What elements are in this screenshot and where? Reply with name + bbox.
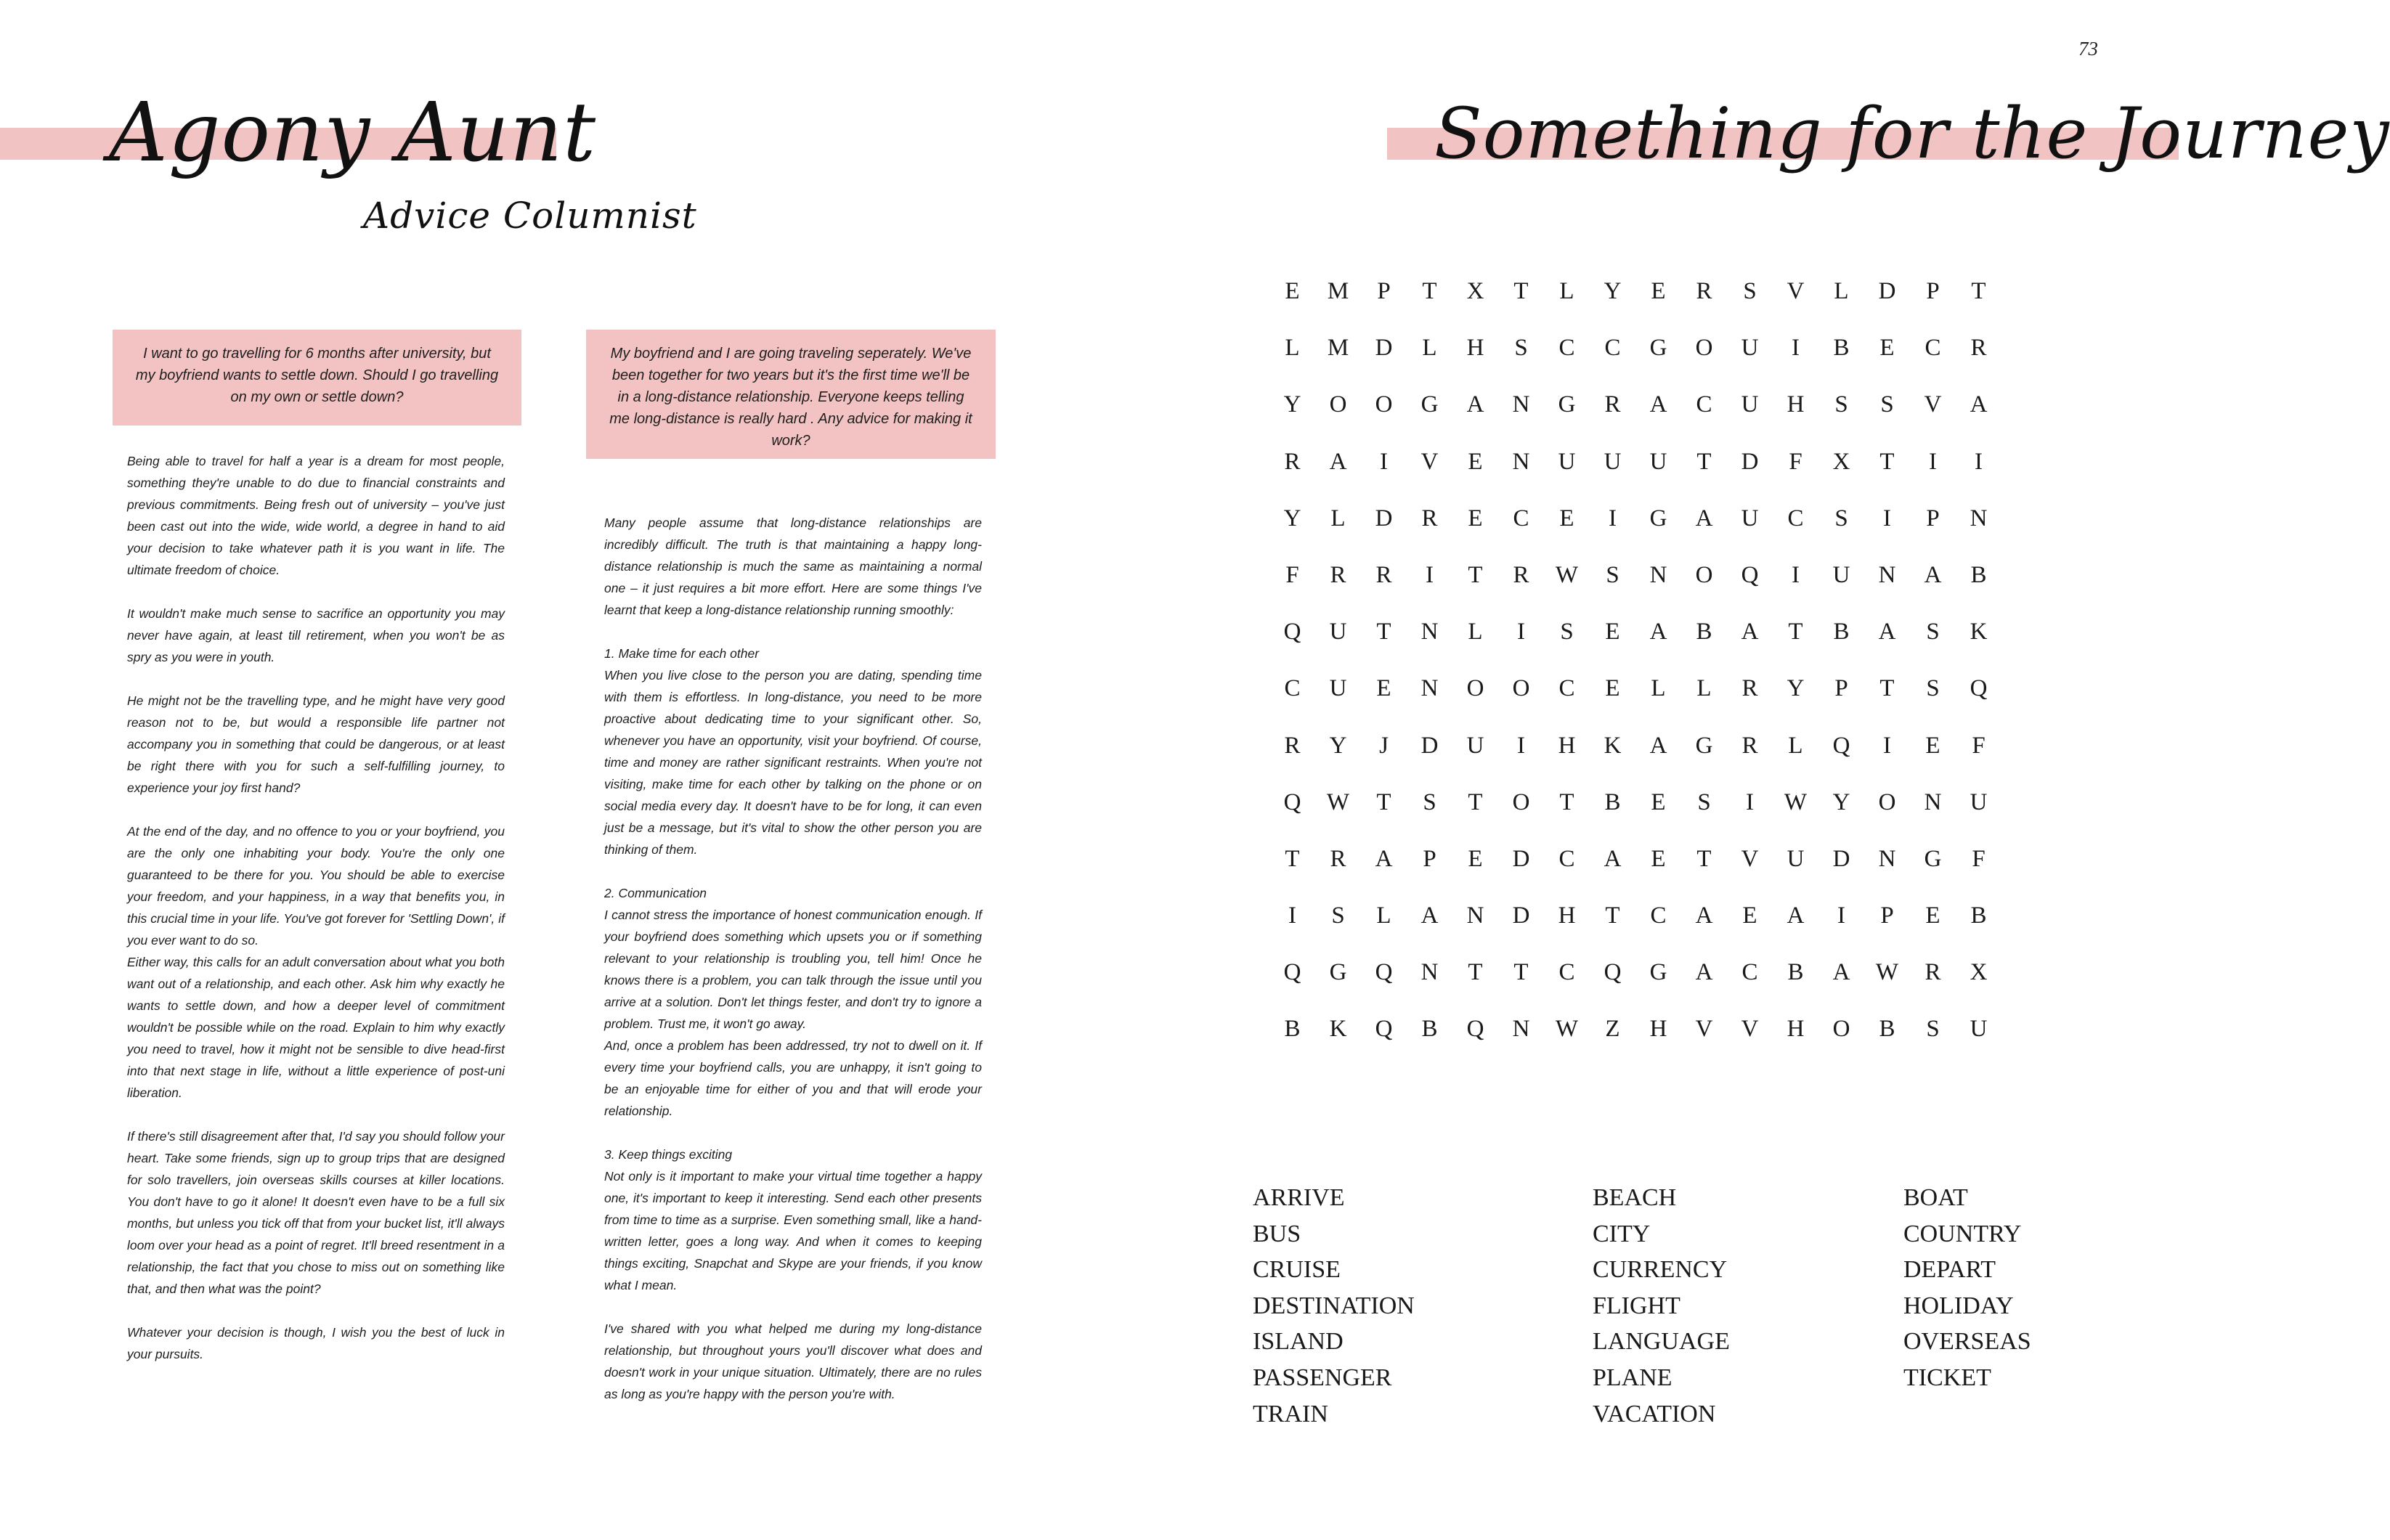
grid-letter: A: [1466, 391, 1484, 418]
grid-letter: E: [1925, 903, 1940, 929]
grid-letter: J: [1379, 732, 1389, 759]
grid-letter: S: [1331, 903, 1345, 929]
answer-1-paragraph: He might not be the travelling type, and he might have very good reason not to be, but would a responsible life partner not accompany you in something that could be dangerous, or at least be right there with you for such a self-fulfilling journey, to experience your joy first hand?: [127, 693, 505, 795]
grid-letter: I: [1837, 903, 1845, 929]
grid-letter: B: [1970, 903, 1987, 929]
grid-letter: I: [1380, 448, 1388, 475]
grid-letter: D: [1375, 505, 1393, 531]
grid-letter: N: [1878, 561, 1896, 588]
grid-letter: F: [1972, 732, 1985, 759]
grid-letter: F: [1789, 448, 1802, 475]
grid-letter: C: [1558, 675, 1575, 702]
grid-letter: A: [1924, 561, 1942, 588]
grid-letter: H: [1787, 391, 1805, 418]
grid-letter: A: [1741, 619, 1759, 645]
grid-letter: I: [1975, 448, 1983, 475]
grid-letter: W: [1875, 959, 1899, 986]
grid-letter: D: [1420, 732, 1439, 759]
grid-letter: I: [1883, 732, 1891, 759]
grid-letter: O: [1466, 675, 1484, 702]
grid-letter: M: [1327, 278, 1349, 304]
grid-letter: Z: [1605, 1016, 1620, 1043]
grid-letter: Q: [1466, 1016, 1484, 1043]
word-list-item: COUNTRY: [1903, 1220, 2022, 1247]
grid-letter: H: [1787, 1016, 1805, 1043]
word-list-item: CITY: [1593, 1220, 1651, 1247]
grid-letter: S: [1606, 561, 1619, 588]
grid-letter: S: [1514, 335, 1528, 362]
word-list-item: CURRENCY: [1593, 1256, 1728, 1284]
grid-letter: T: [1513, 278, 1529, 304]
question-box-2: My boyfriend and I are going traveling seperately. We've been together for two years but it's the first time we'll be in a long-distance relationship. Everyone keeps telling me long-distance is really hard . Any advice for making it work?: [586, 330, 996, 459]
grid-letter: H: [1466, 335, 1484, 362]
grid-letter: S: [1743, 278, 1757, 304]
grid-letter: U: [1741, 391, 1759, 418]
grid-letter: U: [1466, 732, 1484, 759]
grid-letter: W: [1326, 789, 1350, 815]
grid-letter: M: [1327, 335, 1349, 362]
grid-letter: I: [1746, 789, 1754, 815]
grid-letter: E: [1559, 505, 1574, 531]
grid-letter: R: [1970, 335, 1987, 362]
grid-letter: R: [1741, 675, 1758, 702]
grid-letter: F: [1972, 845, 1985, 872]
grid-letter: L: [1559, 278, 1574, 304]
grid-letter: R: [1696, 278, 1712, 304]
grid-letter: N: [1466, 903, 1484, 929]
grid-letter: B: [1833, 335, 1850, 362]
grid-letter: E: [1651, 278, 1666, 304]
grid-letter: S: [1697, 789, 1711, 815]
grid-letter: E: [1468, 505, 1483, 531]
grid-letter: N: [1878, 845, 1896, 872]
grid-letter: N: [1420, 619, 1439, 645]
grid-letter: B: [1284, 1016, 1301, 1043]
grid-letter: S: [1926, 675, 1940, 702]
word-list-item: OVERSEAS: [1903, 1328, 2031, 1356]
grid-letter: T: [1422, 278, 1437, 304]
grid-letter: D: [1512, 903, 1530, 929]
grid-letter: Q: [1970, 675, 1988, 702]
grid-letter: Q: [1604, 959, 1622, 986]
grid-letter: O: [1695, 561, 1713, 588]
grid-letter: N: [1420, 959, 1439, 986]
grid-letter: I: [1517, 619, 1525, 645]
grid-letter: I: [1609, 505, 1617, 531]
grid-letter: X: [1832, 448, 1850, 475]
grid-letter: C: [1284, 675, 1301, 702]
grid-letter: T: [1285, 845, 1300, 872]
grid-letter: D: [1878, 278, 1896, 304]
grid-letter: I: [1517, 732, 1525, 759]
page-number: 73: [2078, 38, 2098, 60]
grid-letter: L: [1468, 619, 1483, 645]
grid-letter: U: [1329, 675, 1347, 702]
grid-letter: B: [1879, 1016, 1895, 1043]
answer-1-paragraph: It wouldn't make much sense to sacrifice an opportunity you may never have again, at least till retirement, when you won't be as spry as you were in youth.: [127, 606, 505, 664]
grid-letter: G: [1924, 845, 1942, 872]
grid-letter: R: [1375, 561, 1392, 588]
word-list-item: PASSENGER: [1253, 1364, 1392, 1391]
grid-letter: C: [1604, 335, 1621, 362]
grid-letter: U: [1970, 1016, 1988, 1043]
answer-1-paragraph: If there's still disagreement after that, I'd say you should follow your heart. Take some friends, sign up to group trips that are designed for solo travellers, join overseas skills courses at killer locations. You don't have to go it alone! It doesn't even have to be a full six months, but unless you tick off that from your bucket list, it'll always loom over your head as a point of regret. It'll breed resentment in a relationship, the fact that you chose to miss out on something like that, and then what was the point?: [127, 1129, 505, 1296]
answer-2-paragraph: Many people assume that long-distance relationships are incredibly difficult. The truth is that maintaining a happy long-distance relationship is much the same as maintaining a normal one – it just requires a bit more effort. Here are some things I've learnt that keep a long-distance relationship running smoothly:: [604, 516, 982, 617]
grid-letter: T: [1696, 448, 1712, 475]
word-list-item: PLANE: [1593, 1364, 1672, 1391]
grid-letter: C: [1513, 505, 1529, 531]
grid-letter: N: [1649, 561, 1667, 588]
grid-letter: Q: [1375, 959, 1393, 986]
answer-2-paragraph: And, once a problem has been addressed, try not to dwell on it. If every time your boyfriend calls, you are unhappy, it isn't going to be an enjoyable time for either of you and that will erode your relationship.: [604, 1038, 982, 1118]
answer-1-paragraph: At the end of the day, and no offence to you or your boyfriend, you are the only one inhabiting your body. You're the only one guaranteed to be there for you. You should be able to exercise your freedom, and your happiness, in a way that benefits you, in this crucial time in your life. You've got forever for 'Settling Down', if you ever want to do so.: [127, 824, 505, 948]
answer-1-paragraph: Being able to travel for half a year is a dream for most people, something they're unable to do due to financial constraints and previous commitments. Being fresh out of university – you've just been cast out into the wide, wide world, a degree in hand to aid your decision to take whatever path it is you want in life. The ultimate freedom of choice.: [127, 454, 505, 577]
word-list-item: CRUISE: [1253, 1256, 1341, 1284]
grid-letter: G: [1649, 505, 1667, 531]
grid-letter: U: [1741, 505, 1759, 531]
grid-letter: C: [1741, 959, 1758, 986]
grid-letter: H: [1558, 732, 1576, 759]
grid-letter: U: [1970, 789, 1988, 815]
grid-letter: L: [1788, 732, 1803, 759]
answer-2-paragraph: I've shared with you what helped me during my long-distance relationship, but throughout yours you'll discover what does and doesn't work in your unique situation. Ultimately, there are no rules as long as you're happy with the person you're with.: [604, 1321, 982, 1401]
grid-letter: A: [1649, 732, 1667, 759]
grid-letter: S: [1926, 619, 1940, 645]
page-title-left: Agony Aunt: [109, 86, 597, 180]
grid-letter: R: [1604, 391, 1621, 418]
grid-letter: Q: [1283, 619, 1301, 645]
grid-letter: N: [1512, 1016, 1530, 1043]
grid-letter: U: [1558, 448, 1576, 475]
grid-letter: Y: [1832, 789, 1850, 815]
grid-letter: A: [1329, 448, 1347, 475]
grid-letter: T: [1468, 959, 1483, 986]
grid-letter: B: [1604, 789, 1621, 815]
page-title-right: Something for the Journey: [1434, 93, 2390, 174]
grid-letter: O: [1695, 335, 1713, 362]
grid-letter: V: [1787, 278, 1805, 304]
grid-letter: A: [1420, 903, 1439, 929]
word-list-item: BEACH: [1593, 1184, 1677, 1211]
grid-letter: E: [1651, 789, 1666, 815]
grid-letter: E: [1651, 845, 1666, 872]
grid-letter: F: [1285, 561, 1299, 588]
grid-letter: S: [1926, 1016, 1940, 1043]
grid-letter: T: [1971, 278, 1986, 304]
word-list-item: HOLIDAY: [1903, 1292, 2014, 1319]
grid-letter: E: [1605, 675, 1620, 702]
grid-letter: G: [1649, 335, 1667, 362]
grid-letter: T: [1788, 619, 1803, 645]
question-box-1: I want to go travelling for 6 months after university, but my boyfriend wants to settle down. Should I go travelling on my own or settle down?: [113, 330, 521, 425]
grid-letter: O: [1512, 675, 1530, 702]
grid-letter: L: [1834, 278, 1849, 304]
grid-letter: K: [1970, 619, 1988, 645]
grid-letter: S: [1423, 789, 1436, 815]
word-list-item: DESTINATION: [1253, 1292, 1415, 1319]
answer-2-paragraph: I cannot stress the importance of honest communication enough. If your boyfriend does something which upsets you or if something relevant to your relationship is troubling you, tell him! Once he knows there is a problem, you can talk through the issue until you arrive at a solution. Don't let things fester, and don't try to ignore a problem. Trust me, it won't go away.: [604, 908, 982, 1031]
word-list-item: BOAT: [1903, 1184, 1968, 1211]
grid-letter: A: [1695, 903, 1713, 929]
grid-letter: G: [1329, 959, 1347, 986]
grid-letter: V: [1924, 391, 1942, 418]
grid-letter: B: [1421, 1016, 1438, 1043]
grid-letter: Q: [1832, 732, 1850, 759]
grid-letter: P: [1926, 278, 1940, 304]
grid-letter: Q: [1283, 959, 1301, 986]
grid-letter: Q: [1283, 789, 1301, 815]
answer-1-paragraph: Whatever your decision is though, I wish you the best of luck in your pursuits.: [127, 1325, 505, 1361]
grid-letter: T: [1559, 789, 1574, 815]
grid-letter: Y: [1787, 675, 1805, 702]
grid-letter: T: [1468, 789, 1483, 815]
grid-letter: N: [1970, 505, 1988, 531]
grid-letter: N: [1512, 391, 1530, 418]
grid-letter: Q: [1375, 1016, 1393, 1043]
grid-letter: Y: [1329, 732, 1347, 759]
grid-letter: R: [1330, 561, 1346, 588]
grid-letter: I: [1792, 335, 1800, 362]
grid-letter: H: [1649, 1016, 1667, 1043]
grid-letter: O: [1512, 789, 1530, 815]
grid-letter: W: [1555, 561, 1579, 588]
grid-letter: O: [1878, 789, 1896, 815]
word-list-item: ISLAND: [1253, 1328, 1344, 1356]
grid-letter: C: [1558, 335, 1575, 362]
grid-letter: A: [1695, 959, 1713, 986]
grid-letter: L: [1285, 335, 1300, 362]
grid-letter: L: [1422, 335, 1437, 362]
grid-letter: T: [1513, 959, 1529, 986]
grid-letter: U: [1832, 561, 1850, 588]
word-list-item: FLIGHT: [1593, 1292, 1680, 1319]
word-list-item: ARRIVE: [1253, 1184, 1345, 1211]
grid-letter: S: [1834, 505, 1848, 531]
grid-letter: I: [1792, 561, 1800, 588]
grid-letter: B: [1970, 561, 1987, 588]
grid-letter: B: [1696, 619, 1712, 645]
grid-letter: T: [1605, 903, 1620, 929]
grid-letter: U: [1649, 448, 1667, 475]
grid-letter: T: [1879, 448, 1895, 475]
grid-letter: R: [1513, 561, 1529, 588]
grid-letter: P: [1377, 278, 1391, 304]
grid-letter: B: [1833, 619, 1850, 645]
grid-letter: C: [1650, 903, 1667, 929]
grid-letter: D: [1832, 845, 1850, 872]
grid-letter: T: [1468, 561, 1483, 588]
grid-letter: C: [1558, 959, 1575, 986]
grid-letter: U: [1741, 335, 1759, 362]
grid-letter: G: [1695, 732, 1713, 759]
grid-letter: N: [1924, 789, 1942, 815]
grid-letter: Y: [1604, 278, 1622, 304]
grid-letter: S: [1880, 391, 1894, 418]
grid-letter: R: [1924, 959, 1941, 986]
word-list: [1253, 1184, 2124, 1436]
grid-letter: V: [1741, 1016, 1759, 1043]
grid-letter: E: [1742, 903, 1757, 929]
answer-column-1: [127, 450, 505, 1387]
grid-letter: K: [1604, 732, 1622, 759]
grid-letter: R: [1284, 448, 1301, 475]
grid-letter: R: [1421, 505, 1438, 531]
grid-letter: A: [1375, 845, 1393, 872]
grid-letter: E: [1285, 278, 1300, 304]
word-list-item: VACATION: [1593, 1400, 1716, 1427]
grid-letter: X: [1466, 278, 1484, 304]
grid-letter: R: [1741, 732, 1758, 759]
grid-letter: T: [1696, 845, 1712, 872]
grid-letter: G: [1558, 391, 1576, 418]
grid-letter: N: [1512, 448, 1530, 475]
grid-letter: E: [1605, 619, 1620, 645]
grid-letter: Q: [1741, 561, 1759, 588]
grid-letter: E: [1376, 675, 1391, 702]
grid-letter: N: [1420, 675, 1439, 702]
answer-2-heading: 3. Keep things exciting: [604, 1147, 733, 1162]
word-list-item: BUS: [1253, 1220, 1301, 1247]
answer-2-paragraph: When you live close to the person you are dating, spending time with them is effortless. In long-distance, you need to be more proactive about dedicating time to your significant other. So, whenever you have an opportunity, visit your boyfriend. Of course, time and money are rather significant restraints. When you're not visiting, make time for each other by talking on the phone or on social media every day. It doesn't have to be for long, it can even just be a message, but it's vital to show the other person you are thinking of them.: [604, 668, 982, 857]
answer-2-heading: 1. Make time for each other: [604, 646, 760, 661]
grid-letter: C: [1558, 845, 1575, 872]
answer-column-2: [604, 512, 982, 1427]
grid-letter: W: [1555, 1016, 1579, 1043]
grid-letter: Y: [1283, 391, 1301, 418]
grid-letter: E: [1879, 335, 1895, 362]
grid-letter: P: [1834, 675, 1848, 702]
grid-letter: U: [1329, 619, 1347, 645]
answer-2-paragraph: Not only is it important to make your virtual time together a happy one, it's important to keep it interesting. Send each other presents from time to time as a surprise. Even something small, like a hand-written letter, goes a long way. And when it comes to keeping things exciting, Snapchat and Skype are your friends, if you know what I mean.: [604, 1169, 982, 1292]
grid-letter: E: [1468, 448, 1483, 475]
grid-letter: P: [1926, 505, 1940, 531]
grid-letter: G: [1649, 959, 1667, 986]
grid-letter: T: [1376, 619, 1391, 645]
grid-letter: A: [1649, 391, 1667, 418]
grid-letter: U: [1787, 845, 1805, 872]
grid-letter: A: [1649, 619, 1667, 645]
grid-letter: B: [1787, 959, 1804, 986]
grid-letter: V: [1695, 1016, 1713, 1043]
grid-letter: A: [1970, 391, 1988, 418]
grid-letter: D: [1375, 335, 1393, 362]
word-list-item: TRAIN: [1253, 1400, 1328, 1427]
answer-1-paragraph: Either way, this calls for an adult conversation about what you both want out of a relationship, and each other. Ask him why exactly he wants to settle down, and how a deeper level of commitment wouldn't be possible while on the road. Explain to him why exactly you need to travel, how it might not be sensible to dive head-first into that next stage in life, without a little experience of post-uni liberation.: [127, 955, 505, 1100]
grid-letter: C: [1787, 505, 1804, 531]
grid-letter: D: [1741, 448, 1759, 475]
grid-letter: W: [1784, 789, 1808, 815]
grid-letter: S: [1560, 619, 1574, 645]
word-list-item: TICKET: [1903, 1364, 1991, 1391]
grid-letter: I: [1426, 561, 1434, 588]
answer-2-heading: 2. Communication: [604, 886, 707, 900]
page-subtitle: Advice Columnist: [363, 195, 697, 237]
grid-letter: I: [1883, 505, 1891, 531]
word-list-item: DEPART: [1903, 1256, 1996, 1284]
grid-letter: O: [1832, 1016, 1850, 1043]
grid-letter: T: [1376, 789, 1391, 815]
grid-letter: L: [1651, 675, 1666, 702]
grid-letter: D: [1512, 845, 1530, 872]
grid-letter: L: [1330, 505, 1346, 531]
grid-letter: T: [1879, 675, 1895, 702]
grid-letter: R: [1330, 845, 1346, 872]
grid-letter: R: [1284, 732, 1301, 759]
grid-letter: L: [1696, 675, 1712, 702]
grid-letter: E: [1925, 732, 1940, 759]
grid-letter: C: [1696, 391, 1712, 418]
grid-letter: C: [1924, 335, 1941, 362]
grid-letter: K: [1329, 1016, 1347, 1043]
grid-letter: E: [1468, 845, 1483, 872]
grid-letter: X: [1970, 959, 1988, 986]
grid-letter: A: [1604, 845, 1622, 872]
grid-letter: P: [1423, 845, 1436, 872]
grid-letter: A: [1878, 619, 1896, 645]
grid-letter: P: [1880, 903, 1894, 929]
grid-letter: O: [1329, 391, 1347, 418]
grid-letter: G: [1420, 391, 1439, 418]
grid-letter: V: [1741, 845, 1759, 872]
grid-letter: O: [1375, 391, 1393, 418]
grid-letter: L: [1376, 903, 1391, 929]
grid-letter: U: [1604, 448, 1622, 475]
grid-letter: S: [1834, 391, 1848, 418]
grid-letter: A: [1787, 903, 1805, 929]
grid-letter: V: [1420, 448, 1439, 475]
word-list-item: LANGUAGE: [1593, 1328, 1730, 1356]
grid-letter: Y: [1283, 505, 1301, 531]
grid-letter: I: [1288, 903, 1296, 929]
grid-letter: H: [1558, 903, 1576, 929]
grid-letter: I: [1929, 448, 1937, 475]
grid-letter: A: [1695, 505, 1713, 531]
grid-letter: A: [1832, 959, 1850, 986]
word-search-grid: [1269, 278, 2001, 1073]
